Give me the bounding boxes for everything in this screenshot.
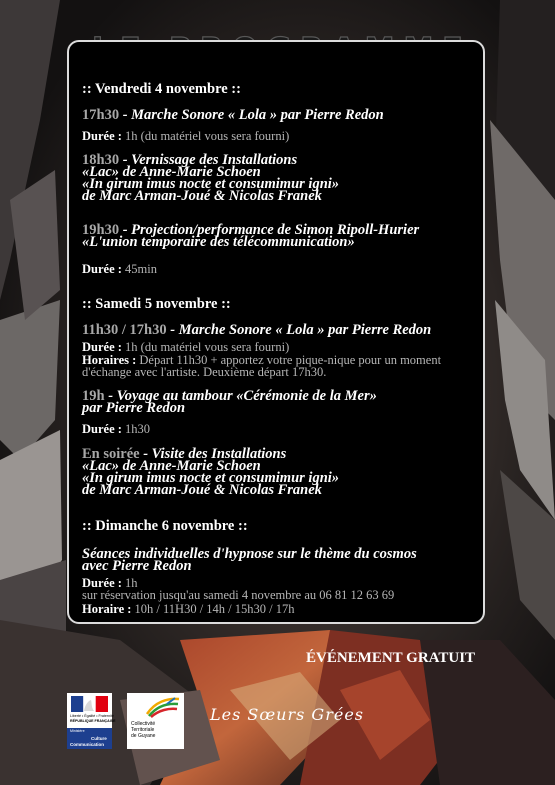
ctg-line-1: Collectivité <box>131 721 156 727</box>
event-title-line: Séances individuelles d'hypnose sur le thème du cosmos <box>82 546 417 562</box>
schedule-label: Horaire : <box>82 602 132 616</box>
duration-label: Durée : <box>82 576 122 590</box>
event-title-text: - Marche Sonore « Lola » par Pierre Redon <box>166 322 432 338</box>
event-duration <box>82 262 157 276</box>
event-time: En soirée <box>82 446 140 462</box>
event-title-line: «L'union temporaire des télécommunication» <box>82 234 355 250</box>
duration-value: 1h <box>121 576 138 590</box>
republique-francaise-logo <box>67 693 116 749</box>
duration-value: 45min <box>121 262 157 276</box>
programme-panel <box>67 40 485 624</box>
schedule-label: Horaires : <box>82 353 137 367</box>
event-title-text: - Visite des Installations <box>139 446 287 462</box>
ministry-block <box>67 728 112 749</box>
duration-label: Durée : <box>82 340 122 354</box>
day-header-saturday: :: Samedi 5 novembre :: <box>82 296 231 312</box>
duration-label: Durée : <box>82 129 122 143</box>
event-time: 11h30 / 17h30 <box>82 322 167 338</box>
event-title-line: par Pierre Redon <box>82 400 186 416</box>
event-time: 19h30 <box>82 222 120 238</box>
schedule-value: 10h / 11H30 / 14h / 15h30 / 17h <box>131 602 295 616</box>
duration-value: 1h (du matériel vous sera fourni) <box>121 340 290 354</box>
day-header-sunday: :: Dimanche 6 novembre :: <box>82 518 248 534</box>
event-title-line: «In girum imus nocte et consumimur igni» <box>82 176 340 192</box>
event-title-line: «Lac» de Anne-Marie Schoen <box>82 164 261 180</box>
collectivite-guyane-logo <box>127 693 184 749</box>
rf-culture: Culture <box>91 736 107 741</box>
duration-value: 1h30 <box>121 422 151 436</box>
duration-label: Durée : <box>82 262 122 276</box>
event-time: 19h <box>82 388 105 404</box>
ctg-swoosh-icon <box>145 696 181 718</box>
free-event-label: ÉVÉNEMENT GRATUIT <box>306 650 476 666</box>
event-title <box>82 109 384 122</box>
event-title-text: - Vernissage des Installations <box>119 152 298 168</box>
event-title-line: de Marc Arman-Joué & Nicolas Franek <box>82 482 322 498</box>
event-title-line: «In girum imus nocte et consumimur igni» <box>82 470 340 486</box>
marianne-flag-icon <box>71 696 108 712</box>
event-title-line: de Marc Arman-Joué & Nicolas Franek <box>82 188 322 204</box>
event-title-line: avec Pierre Redon <box>82 558 192 574</box>
event-duration <box>82 422 150 436</box>
event-title-text: - Voyage au tambour «Cérémonie de la Mer» <box>104 388 377 404</box>
rf-communication: Communication <box>70 742 105 747</box>
event-title <box>82 324 431 337</box>
rf-ministere: Ministère <box>70 729 85 733</box>
soeurs-grees-logo: Les Sœurs Grées <box>210 705 364 724</box>
rf-name: RÉPUBLIQUE FRANÇAISE <box>70 719 116 723</box>
schedule-value: Départ 11h30 + apportez votre pique-nique pour un moment <box>136 353 442 367</box>
event-schedule <box>82 602 295 616</box>
duration-value: 1h (du matériel vous sera fourni) <box>121 129 290 143</box>
ctg-line-2: Territoriale <box>131 727 155 733</box>
event-duration <box>82 340 289 354</box>
reservation-note: sur réservation jusqu'au samedi 4 novembre au 06 81 12 63 69 <box>82 588 395 602</box>
event-time: 18h30 <box>82 152 120 168</box>
ctg-line-3: de Guyane <box>131 733 156 739</box>
rf-motto: Liberté • Égalité • Fraternité <box>70 714 114 718</box>
event-title-text: - Projection/performance de Simon Ripoll-Hurier <box>119 222 420 238</box>
day-header-friday: :: Vendredi 4 novembre :: <box>82 81 241 97</box>
duration-label: Durée : <box>82 422 122 436</box>
event-title-text: - Marche Sonore « Lola » par Pierre Redon <box>119 107 384 123</box>
event-duration <box>82 129 289 143</box>
event-time: 17h30 <box>82 107 120 123</box>
event-title-line: «Lac» de Anne-Marie Schoen <box>82 458 261 474</box>
event-schedule-note: d'échange avec l'artiste. Deuxième départ 17h30. <box>82 365 327 379</box>
